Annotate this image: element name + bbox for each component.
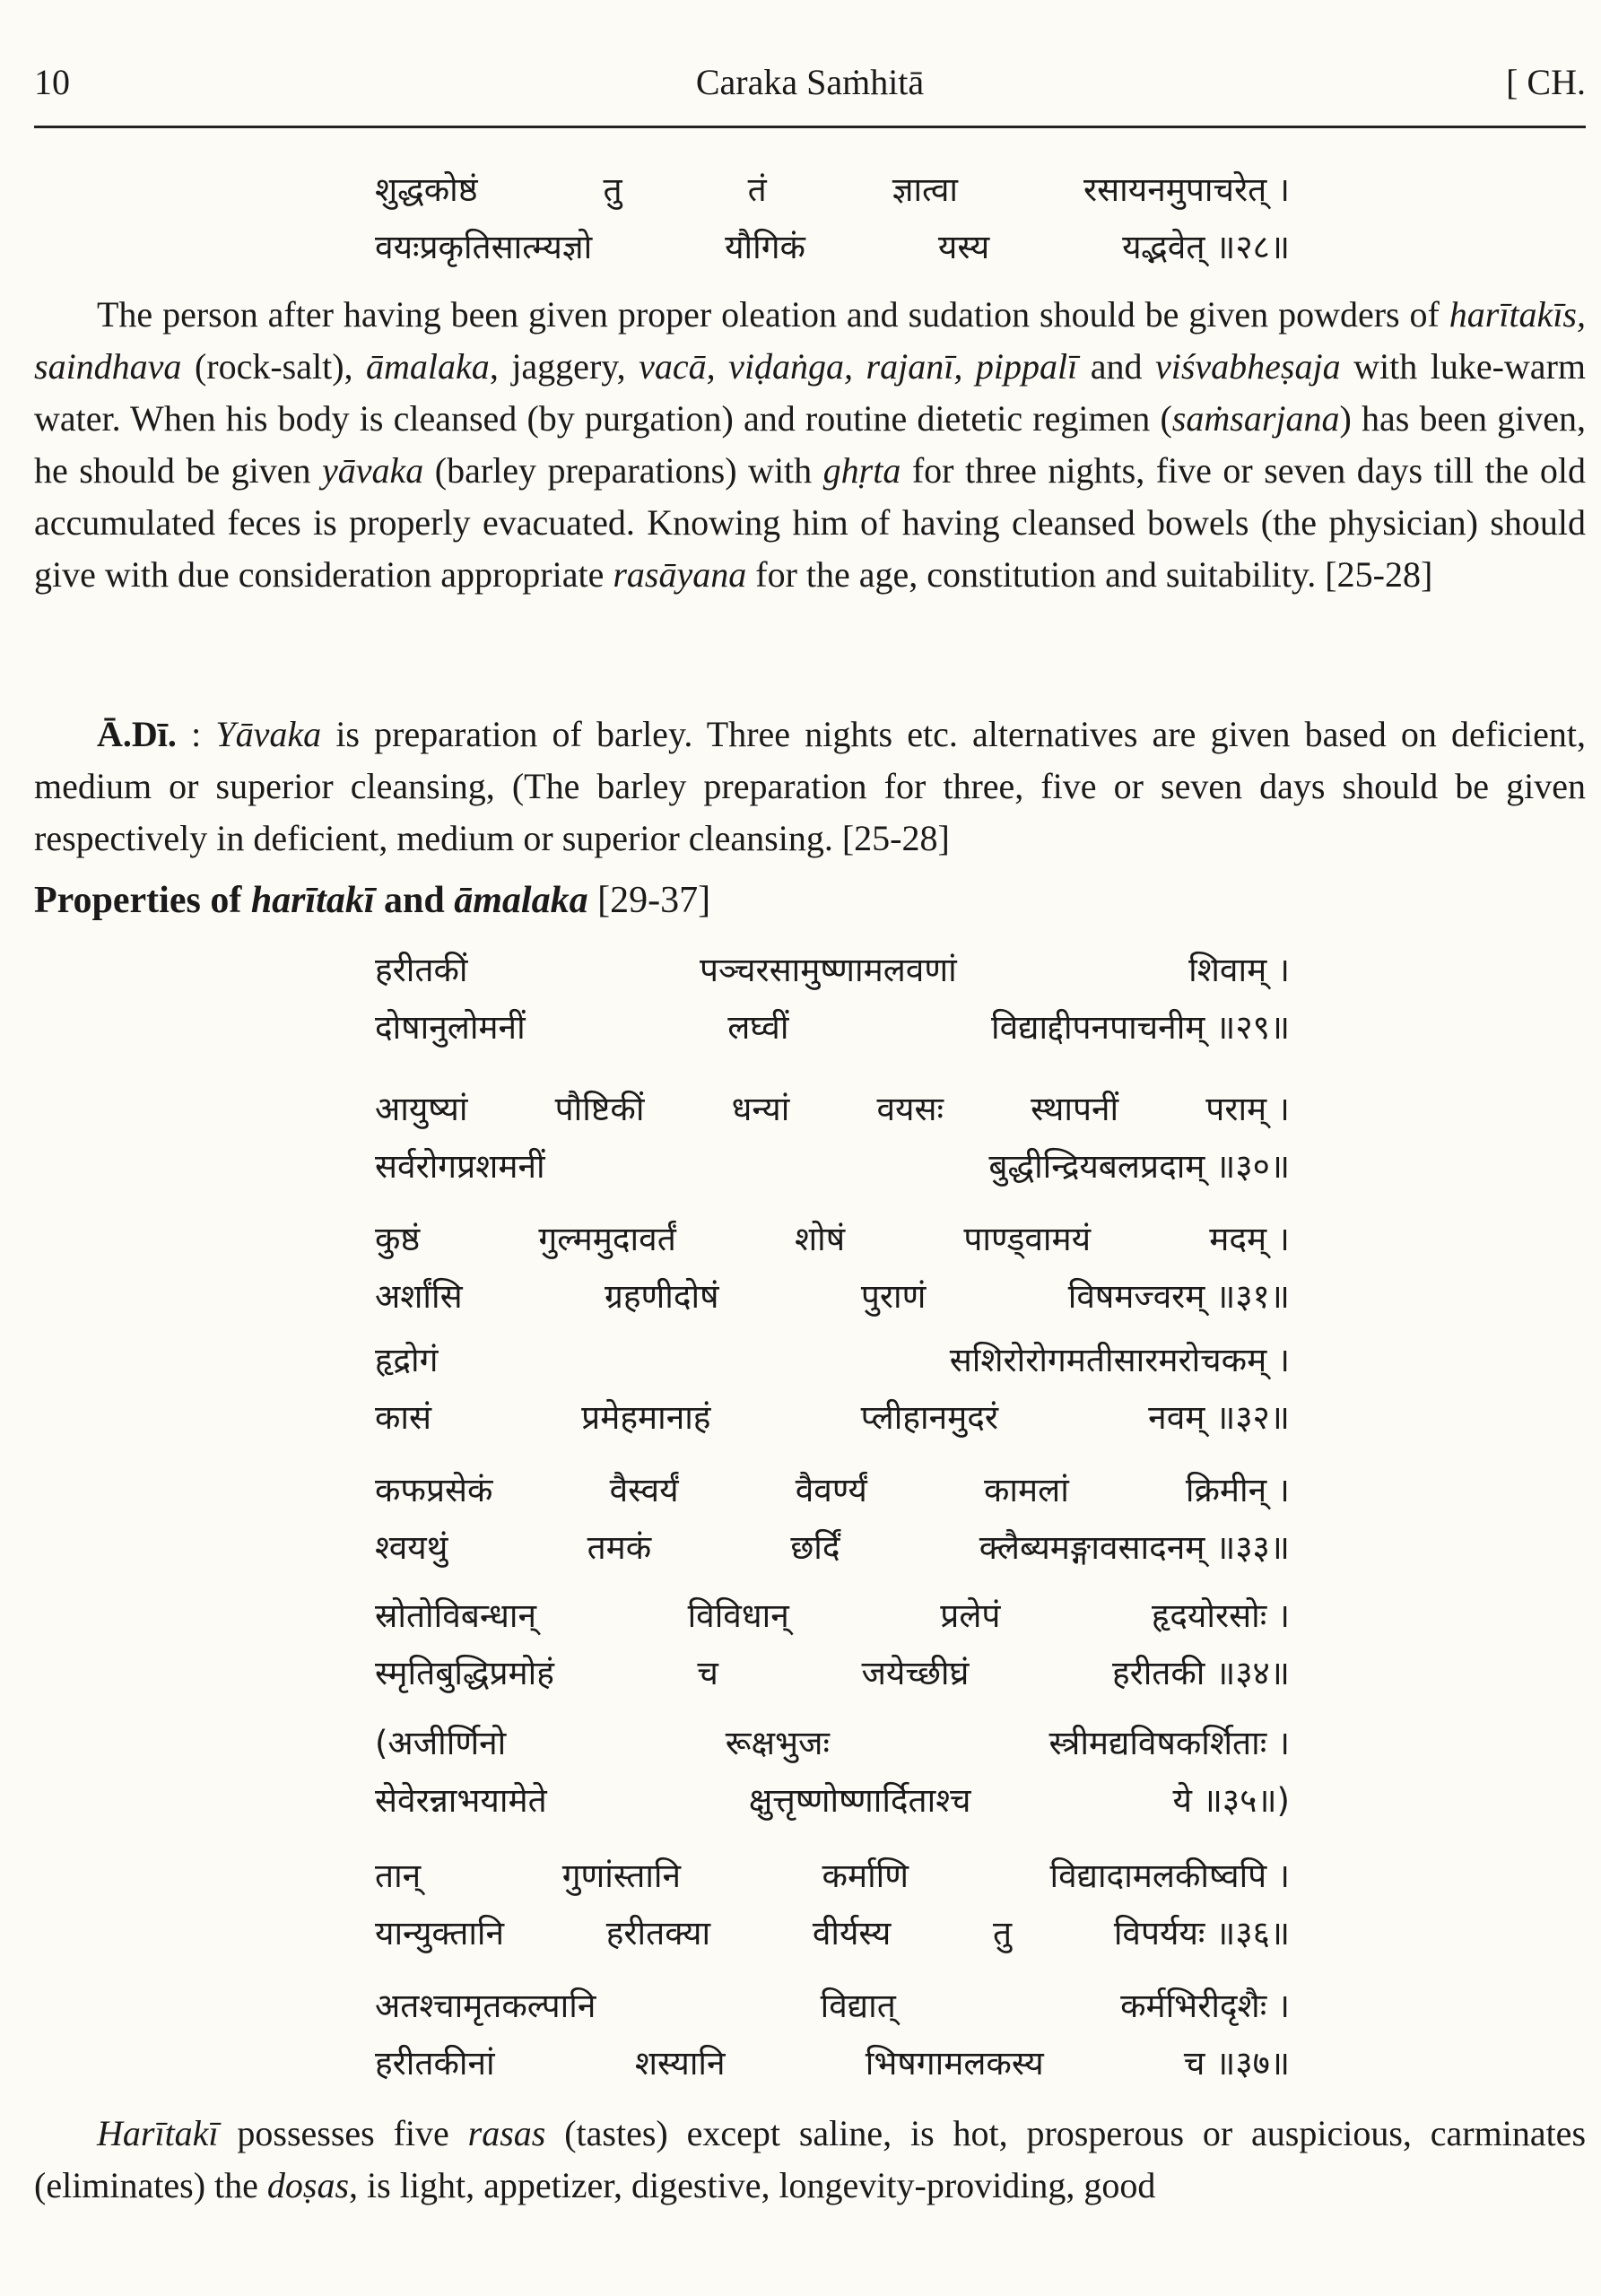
verse-word: तु bbox=[603, 170, 622, 209]
verse-word: लघ्वीं bbox=[727, 1008, 789, 1047]
verse-word: ज्ञात्वा bbox=[892, 170, 959, 209]
verse-line bbox=[375, 999, 1290, 1057]
verse-couplet bbox=[375, 1081, 1290, 1196]
verse-line bbox=[375, 1848, 1290, 1905]
verse-word: हृदयोरसोः । bbox=[1151, 1596, 1290, 1635]
verse-word: शस्यानि bbox=[634, 2044, 726, 2083]
verse-line bbox=[375, 1978, 1290, 2035]
verse-line bbox=[375, 161, 1290, 219]
verse-word: वयःप्रकृतिसात्म्यज्ञो bbox=[375, 228, 593, 266]
heading-text: Properties of harītakī and āmalaka bbox=[34, 880, 588, 921]
verse-word: च ॥३७॥ bbox=[1183, 2044, 1290, 2083]
verse-word: हरीतकीनां bbox=[375, 2044, 495, 2083]
verse-word: प्रमेहमानाहं bbox=[581, 1398, 711, 1437]
verse-word: कर्मभिरीदृशैः । bbox=[1120, 1987, 1290, 2025]
commentary-text: Ā.Dī. : Yāvaka is preparation of barley. Three nights etc. alternatives are given based on deficient, medium or superior cleansing, (The barley preparation for three, five or seven days should be given respectively in deficient, medium or superior cleansing. [25-28] bbox=[34, 714, 1586, 858]
verse-28 bbox=[375, 161, 1290, 276]
verse-word: रूक्षभुजः bbox=[725, 1724, 830, 1762]
verse-word: विद्यात् bbox=[820, 1987, 896, 2025]
verse-word: कासं bbox=[375, 1398, 432, 1437]
verse-word: सशिरोरोगमतीसारमरोचकम् । bbox=[949, 1341, 1290, 1379]
verse-couplet bbox=[375, 1462, 1290, 1577]
verse-line bbox=[375, 1519, 1290, 1577]
verse-word: स्मृतिबुद्धिप्रमोहं bbox=[375, 1654, 554, 1692]
verse-word: कर्माणि bbox=[822, 1857, 909, 1895]
verse-word: यान्युक्तानि bbox=[375, 1914, 505, 1952]
verse-word: रसायनमुपाचरेत् । bbox=[1083, 170, 1290, 209]
verse-word: पौष्टिकीं bbox=[554, 1090, 645, 1128]
verse-word: शोषं bbox=[795, 1220, 846, 1258]
translation-paragraph bbox=[34, 289, 1586, 601]
verse-word: यद्भवेत् ॥२८॥ bbox=[1122, 228, 1290, 266]
verse-line bbox=[375, 1645, 1290, 1702]
verse-word: पञ्चरसामुष्णामलवणां bbox=[699, 951, 957, 989]
verse-word: गुणांस्तानि bbox=[561, 1857, 682, 1895]
verse-word: पाण्ड्वामयं bbox=[963, 1220, 1092, 1258]
running-header bbox=[34, 61, 1586, 115]
verse-word: विद्यादामलकीष्वपि । bbox=[1049, 1857, 1290, 1895]
verse-word: वयसः bbox=[876, 1090, 944, 1128]
verse-word: तु bbox=[993, 1914, 1013, 1952]
verse-word: हृद्रोगं bbox=[375, 1341, 439, 1379]
verse-word: क्रिमीन् । bbox=[1185, 1471, 1290, 1509]
verse-word: (अजीर्णिनो bbox=[375, 1724, 507, 1762]
verse-word: ये ॥३५॥) bbox=[1172, 1781, 1290, 1820]
verse-line bbox=[375, 1772, 1290, 1830]
header-rule bbox=[34, 126, 1586, 128]
verse-word: वैवर्ण्यं bbox=[795, 1471, 867, 1509]
verse-word: विपर्ययः ॥३६॥ bbox=[1113, 1914, 1290, 1952]
verse-word: प्रलेपं bbox=[940, 1596, 1001, 1635]
verse-word: कफप्रसेकं bbox=[375, 1471, 493, 1509]
verse-word: पुराणं bbox=[860, 1277, 927, 1316]
verse-couplet bbox=[375, 1211, 1290, 1326]
verse-word: च bbox=[697, 1654, 718, 1692]
verse-word: स्रोतोविबन्धान् bbox=[375, 1596, 537, 1635]
verse-word: स्थापनीं bbox=[1031, 1090, 1119, 1128]
verse-couplet bbox=[375, 1978, 1290, 2092]
verse-couplet bbox=[375, 1587, 1290, 1702]
verse-word: आयुष्यां bbox=[375, 1090, 468, 1128]
verse-word: यौगिकं bbox=[725, 228, 805, 266]
verse-word: तं bbox=[747, 170, 767, 209]
verse-word: क्लैब्यमङ्गावसादनम् ॥३३॥ bbox=[979, 1528, 1290, 1567]
verse-word: विविधान् bbox=[687, 1596, 789, 1635]
verse-line bbox=[375, 1715, 1290, 1772]
verse-line bbox=[375, 1332, 1290, 1389]
verse-couplet bbox=[375, 1332, 1290, 1447]
verse-word: तमकं bbox=[587, 1528, 652, 1567]
verse-line bbox=[375, 1138, 1290, 1196]
commentary-paragraph bbox=[34, 709, 1586, 865]
verse-word: ग्रहणीदोषं bbox=[605, 1277, 719, 1316]
verse-line bbox=[375, 1905, 1290, 1962]
verse-word: नवम् ॥३२॥ bbox=[1148, 1398, 1290, 1437]
verse-word: वैस्वर्यं bbox=[609, 1471, 679, 1509]
verse-line bbox=[375, 1081, 1290, 1138]
verse-word: अर्शांसि bbox=[375, 1277, 463, 1316]
verse-word: शुद्धकोष्ठं bbox=[375, 170, 478, 209]
verse-word: वीर्यस्य bbox=[812, 1914, 892, 1952]
verse-word: विषमज्वरम् ॥३१॥ bbox=[1067, 1277, 1290, 1316]
verse-word: क्षुत्तृष्णोष्णार्दिताश्च bbox=[748, 1781, 971, 1820]
verse-couplet bbox=[375, 942, 1290, 1057]
book-title: Caraka Saṁhitā bbox=[695, 62, 925, 102]
verse-word: धन्यां bbox=[731, 1090, 790, 1128]
verse-couplet bbox=[375, 1715, 1290, 1830]
verse-word: कामलां bbox=[984, 1471, 1069, 1509]
verse-line bbox=[375, 1268, 1290, 1326]
page bbox=[34, 0, 1586, 2296]
verse-word: सेवेरन्नाभयामेते bbox=[375, 1781, 547, 1820]
verse-line bbox=[375, 1389, 1290, 1447]
verse-word: कुष्ठं bbox=[375, 1220, 421, 1258]
verse-word: सर्वरोगप्रशमनीं bbox=[375, 1147, 545, 1186]
verse-couplet bbox=[375, 1848, 1290, 1962]
properties-paragraph bbox=[34, 2108, 1586, 2212]
verse-line bbox=[375, 1462, 1290, 1519]
verse-word: पराम् । bbox=[1205, 1090, 1290, 1128]
section-heading bbox=[34, 879, 1586, 922]
page-number: 10 bbox=[34, 62, 70, 102]
verse-word: मदम् । bbox=[1209, 1220, 1290, 1258]
verse-line bbox=[375, 1587, 1290, 1645]
verse-word: विद्याद्दीपनपाचनीम् ॥२९॥ bbox=[990, 1008, 1290, 1047]
chapter-marker: [ CH. bbox=[1506, 62, 1586, 102]
verse-word: जयेच्छीघ्रं bbox=[861, 1654, 970, 1692]
verse-line bbox=[375, 1211, 1290, 1268]
verse-line bbox=[375, 942, 1290, 999]
verse-line bbox=[375, 2035, 1290, 2092]
verse-word: श्वयथुं bbox=[375, 1528, 448, 1567]
verse-word: स्त्रीमद्यविषकर्शिताः । bbox=[1048, 1724, 1290, 1762]
verse-word: प्लीहानमुदरं bbox=[860, 1398, 999, 1437]
verse-word: हरीतक्या bbox=[605, 1914, 711, 1952]
verse-word: हरीतकीं bbox=[375, 951, 468, 989]
verse-word: हरीतकी ॥३४॥ bbox=[1111, 1654, 1290, 1692]
verse-word: दोषानुलोमनीं bbox=[375, 1008, 526, 1047]
heading-ref: [29-37] bbox=[587, 880, 711, 921]
translation-text: The person after having been given proper oleation and sudation should be given powders of harītakīs, saindhava (rock-salt), āmalaka, jaggery, vacā, viḍaṅga, rajanī, pippalī and viśvabheṣaja with luke-warm water. When his body is cleansed (by purgation) and routine dietetic regimen (saṁsarjana) has been given, he should be given yāvaka (barley preparations) with ghṛta for three nights, five or seven days till the old accumulated feces is properly evacuated. Knowing him of having cleansed bowels (the physician) should give with due consideration appropriate rasāyana for the age, constitution and suitability. [25-28] bbox=[34, 294, 1587, 595]
verse-word: यस्य bbox=[937, 228, 990, 266]
properties-text: Harītakī possesses five rasas (tastes) except saline, is hot, prosperous or auspicious, carminates (eliminates) the doṣas, is light, appetizer, digestive, longevity-providing, good bbox=[34, 2113, 1587, 2205]
verse-word: अतश्चामृतकल्पानि bbox=[375, 1987, 596, 2025]
verse-word: तान् bbox=[375, 1857, 422, 1895]
verse-word: शिवाम् । bbox=[1188, 951, 1290, 989]
verse-line bbox=[375, 219, 1290, 276]
verse-word: छर्दिं bbox=[790, 1528, 840, 1567]
verse-word: भिषगामलकस्य bbox=[865, 2044, 1044, 2083]
verse-word: गुल्ममुदावर्तं bbox=[538, 1220, 676, 1258]
verse-word: बुद्धीन्द्रियबलप्रदाम् ॥३०॥ bbox=[988, 1147, 1290, 1186]
